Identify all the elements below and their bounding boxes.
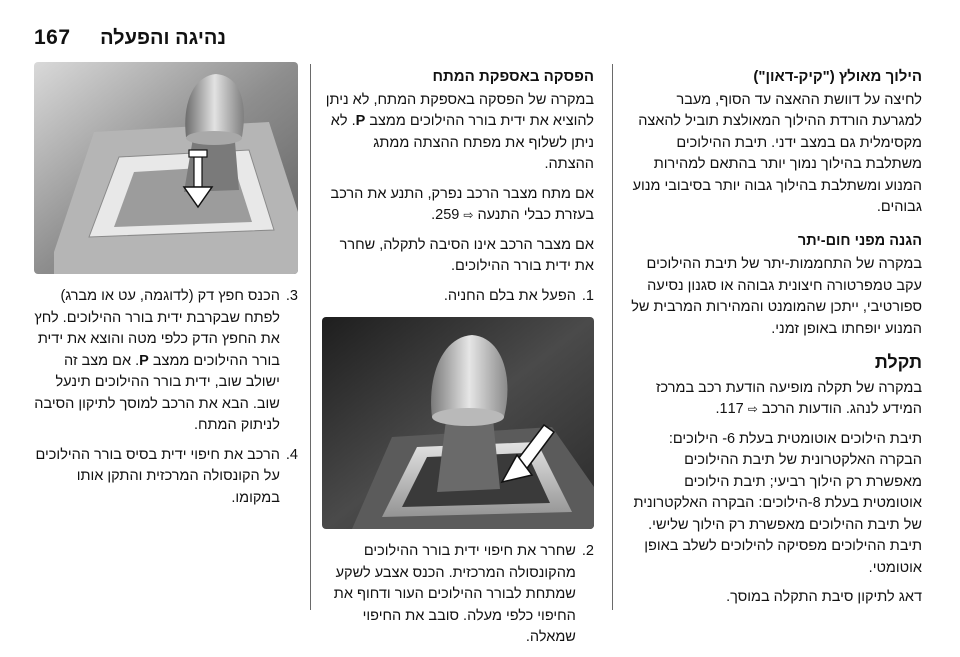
step-text: שחרר את חיפוי ידית בורר ההילוכים מהקונסולה המרכזית. הכנס אצבע לשקע שמתחת לבורר ההילוכים העור ודחוף את החיפוי כלפי מעלה. סובב את החיפוי שמאלה. <box>333 543 576 645</box>
reference-arrow-icon: ⇨ <box>463 208 474 222</box>
gear-position-p: P <box>355 113 366 129</box>
right-column <box>626 62 922 617</box>
column-divider <box>612 64 613 610</box>
step-number: 4. <box>285 446 298 463</box>
step3-text-a: הכנס חפץ דק (לדוגמה, עט או מברג) לפתח שבקרבת ידית בורר ההילוכים. לחץ את החפץ הדק כלפי מטה והוצא את ידית בורר ההילוכים ממצב <box>34 288 280 369</box>
overheat-paragraph: במקרה של התחממות-יתר של תיבת ההילוכים עקב טמפרטורה חיצונית גבוהה או סגנון נסיעה ספורטיבי, ייתכן שהמומנט והמהירות המרבית של המנוע יופחתו באופן זמני. <box>631 256 922 337</box>
jump-start-ref-page[interactable]: 259 <box>435 207 460 223</box>
page-number: 167 <box>34 26 71 49</box>
step3-text-b: . אם מצב זה ישולב שוב, ידית בורר ההילוכים תינעל שוב. הבא את הרכב למוסך לתיקון הסיבה לניתוק המתח. <box>34 352 280 433</box>
power-text-a: במקרה של הפסקה באספקת המתח, לא ניתן להוציא את ידית בורר ההילוכים ממצב <box>325 91 594 129</box>
gear-lever-release-illustration <box>34 62 298 274</box>
fault-text: במקרה של תקלה מופיעה הודעת רכב במרכז המידע לנהג. הודעות הרכב <box>655 379 922 417</box>
selector-lever-photo-cover <box>322 317 594 529</box>
chapter-title: נהיגה והפעלה <box>100 27 226 49</box>
step-1 <box>322 286 594 308</box>
step-4 <box>34 445 298 510</box>
step-text: הרכב את חיפוי ידית בסיס בורר ההילוכים על הקונסולה המרכזית והתקן אותו במקומו. <box>35 446 280 506</box>
page-header <box>0 0 960 58</box>
step-number: 1. <box>581 287 594 304</box>
step-number: 3. <box>285 288 298 304</box>
kickdown-paragraph: לחיצה על דוושת ההאצה עד הסוף, מעבר למגרעת הורדת ההילוך המאולצת תוביל להאצה מקסימלית גם במצב ידני. תיבת ההילוכים משתלבת בהילוך נמוך יותר בהתאם למהירות המנוע ומשתלבת בהילוך גבוה יותר בסיבובי מנוע גבוהים. <box>632 91 922 215</box>
step-2 <box>322 541 594 649</box>
gear-lever-illustration <box>322 317 594 529</box>
jump-start-text: אם מתח מצבר הרכב נפרק, התנע את הרכב בעזרת כבלי התנעה <box>330 185 594 223</box>
reference-arrow-icon: ⇨ <box>747 402 758 416</box>
fault-end-paragraph: דאג לתיקון סיבת התקלה במוסך. <box>726 589 922 605</box>
left-column <box>34 62 298 517</box>
power-interruption-heading: הפסקה באספקת המתח <box>432 68 594 85</box>
gear-fault-paragraph: תיבת הילוכים אוטומטית בעלת 6- הילוכים: הבקרה האלקטרונית של תיבת ההילוכים מאפשרת רק הילוך רביעי; תיבת הילוכים אוטומטית בעלת 8-הילוכים: הבקרה האלקטרונית של תיבת ההילוכים מאפשרת רק הילוך שלישי. תיבת ההילוכים מפסיקה להילוכים לשלב באופן אוטומטי. <box>633 430 922 576</box>
kickdown-heading: הילוך מאולץ ("קיק-דאון") <box>753 68 922 85</box>
overheat-heading: הגנה מפני חום-יתר <box>797 232 922 249</box>
middle-column <box>322 62 594 657</box>
step-text <box>34 286 280 437</box>
fault-heading: תקלת <box>874 352 922 372</box>
step-3 <box>34 286 298 437</box>
power-text-b: . לא ניתן לשלוף את מפתח ההצתה ממתג ההצתה. <box>330 113 594 172</box>
step-number: 2. <box>581 543 594 559</box>
gear-position-p: P <box>139 352 149 369</box>
fault-ref-page[interactable]: 117 <box>719 401 744 417</box>
column-divider <box>310 64 311 610</box>
selector-lever-photo-release <box>34 62 298 274</box>
power-paragraph-2: אם מתח מצבר הרכב נפרק, התנע את הרכב בעזרת כבלי התנעה ⇨ 259. <box>330 185 594 223</box>
fault-paragraph: במקרה של תקלה מופיעה הודעת רכב במרכז המידע לנהג. הודעות הרכב ⇨ 117. <box>655 379 922 417</box>
step-text: הפעל את בלם החניה. <box>443 287 576 304</box>
power-paragraph-3: אם מצבר הרכב אינו הסיבה לתקלה, שחרר את ידית בורר ההילוכים. <box>339 236 594 274</box>
power-paragraph-1 <box>322 90 594 176</box>
